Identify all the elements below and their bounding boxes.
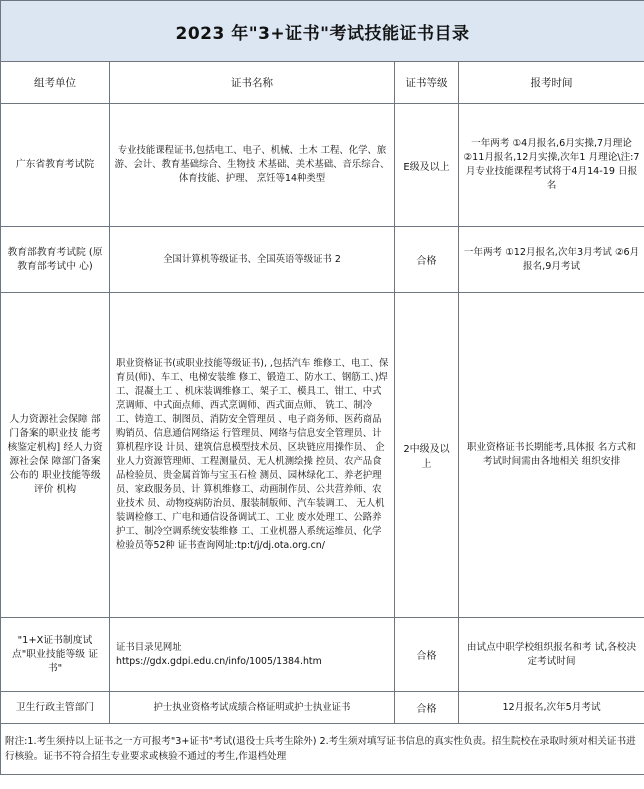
table-row	[1, 618, 644, 692]
footnote: 附注:1.考生须持以上证书之一方可报考"3+证书"考试(退役士兵考生除外) 2.考生须对填写证书信息的真实性负责。招生院校在录取时须对相关证书进行核验。证书不符合招生专业要求或核验不通过的考生,作退档处理	[1, 724, 644, 775]
table-row	[1, 104, 644, 227]
header-level: 证书等级	[395, 62, 459, 104]
table-row	[1, 692, 644, 724]
org-cell: 卫生行政主管部门	[1, 692, 110, 724]
note-row	[1, 724, 644, 775]
time-cell: 由试点中职学校组织报名和考 试,各校决定考试时间	[459, 618, 644, 692]
header-row	[1, 62, 644, 104]
header-cert: 证书名称	[110, 62, 395, 104]
cert-cell: 职业资格证书(或职业技能等级证书), ,包括汽车 维修工、电工、保育员(师)、车工、电梯安装维 修工、锻造工、防水工、钢筋工、)焊工、混凝土工 、机床装调维修工、架子工、模具工、钳工、中式 烹调师、中式面点师、西式烹调师、西式面点师、 铣工、制冷工、铸造工、制图员、消防安全管理员 、电子商务师、医药商品购销员、信息通信网络运 行管理员、网络与信息安全管理员、计算机程序设 计员、建筑信息模型技术员、区块链应用操作员、 企业人力资源管理师、工程测量员、无人机测绘操 控员、农产品食品检验员、贵金属首饰与宝玉石检 测员、园林绿化工、养老护理员、家政服务员、计 算机维修工、动画制作员、公共营养师、农业技术 员、动物疫病防治员、服装制版师、汽车装调工、 无人机装调检修工、广电和通信设备调试工、工业 废水处理工、公路养护工、制冷空调系统安装维修 工、工业机器人系统运维员、化学检验员等52种 证书查询网址:tp:t/j/dj.ota.org.cn/	[110, 293, 395, 618]
cert-cell: 护士执业资格考试成绩合格证明或护士执业证书	[110, 692, 395, 724]
level-cell: 合格	[395, 618, 459, 692]
cert-cell: 全国计算机等级证书、全国英语等级证书 2	[110, 227, 395, 293]
org-cell: 人力资源社会保障 部门备案的职业技 能考核鉴定机构] 经人力资源社会保 障部门备案公布的 职业技能等级评价 机构	[1, 293, 110, 618]
table-title: 2023 年"3+证书"考试技能证书目录	[1, 1, 644, 62]
cert-cell: 证书目录见网址 https://gdx.gdpi.edu.cn/info/1005/1384.htm	[110, 618, 395, 692]
header-org: 组考单位	[1, 62, 110, 104]
header-time: 报考时间	[459, 62, 644, 104]
org-cell: 广东省教育考试院	[1, 104, 110, 227]
org-cell: 教育部教育考试院 (原教育部考试中 心)	[1, 227, 110, 293]
level-cell: 合格	[395, 227, 459, 293]
time-cell: 一年两考 ①12月报名,次年3月考试 ②6月报名,9月考试	[459, 227, 644, 293]
title-row	[1, 1, 644, 62]
cert-cell: 专业技能课程证书,包括电工、电子、机械、土木 工程、化学、旅游、会计、教育基础综合、生物技 术基础、美术基础、音乐综合、体育技能、护理、 烹饪等14种类型	[110, 104, 395, 227]
time-cell: 一年两考 ①4月报名,6月实操,7月理论 ②11月报名,12月实操,次年1 月理论\注:7月专业技能课程考试将于4月14-19 日报名	[459, 104, 644, 227]
table-row	[1, 293, 644, 618]
org-cell: "1+X证书制度试 点"职业技能等级 证书"	[1, 618, 110, 692]
level-cell: 合格	[395, 692, 459, 724]
level-cell: 2中级及以上	[395, 293, 459, 618]
time-cell: 职业资格证书长期能考,具体报 名方式和考试时间需由各地相关 组织安排	[459, 293, 644, 618]
table-row	[1, 227, 644, 293]
level-cell: E级及以上	[395, 104, 459, 227]
time-cell: 12月报名,次年5月考试	[459, 692, 644, 724]
